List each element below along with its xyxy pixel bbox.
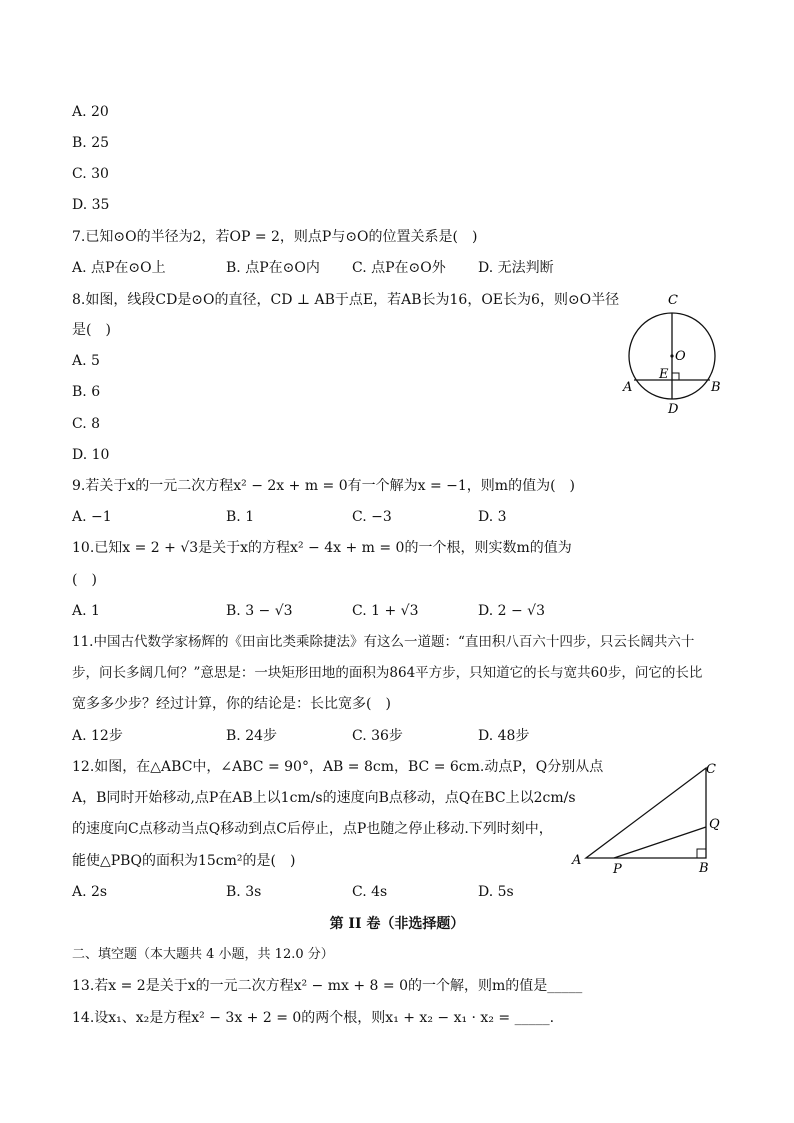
segment-pq (614, 827, 706, 858)
label-d: D (668, 402, 679, 417)
label-e: E (659, 367, 669, 382)
q9-stem: 9.若关于x的一元二次方程x² − 2x + m = 0有一个解为x = −1，则m的值为( ) (72, 478, 576, 494)
q7-option-b: B. 点P在⊙O内 (226, 260, 320, 276)
q7-option-d: D. 无法判断 (478, 260, 554, 276)
q12-option-a: A. 2s (72, 884, 108, 900)
label-a: A (572, 853, 582, 868)
q6-option-b: B. 25 (72, 135, 110, 151)
q6-option-c: C. 30 (72, 166, 109, 182)
q8-option-b: B. 6 (72, 384, 101, 400)
label-c: C (668, 293, 678, 308)
q7-option-a: A. 点P在⊙O上 (72, 260, 166, 276)
q11-stem-line1: 11.中国古代数学家杨辉的《田亩比类乘除捷法》有这么一道题：“直田积八百六十四步，只云长阔共六十 (72, 634, 695, 650)
q12-option-d: D. 5s (478, 884, 514, 900)
section2-heading: 二、填空题（本大题共 4 小题，共 12.0 分） (72, 947, 334, 962)
q11-option-c: C. 36步 (352, 728, 403, 744)
q8-stem-line2: 是( ) (72, 322, 111, 338)
q11-option-d: D. 48步 (478, 728, 530, 744)
q10-option-d: D. 2 − √3 (478, 603, 545, 619)
q6-option-d: D. 35 (72, 197, 110, 213)
q12-option-b: B. 3s (226, 884, 262, 900)
q10-option-c: C. 1 + √3 (352, 603, 419, 619)
q12-triangle-figure (568, 756, 728, 878)
q10-option-a: A. 1 (72, 603, 100, 619)
q7-stem: 7.已知⊙O的半径为2，若OP = 2，则点P与⊙O的位置关系是( ) (72, 229, 478, 245)
label-b: B (699, 861, 709, 876)
label-q: Q (709, 817, 720, 832)
q9-option-d: D. 3 (478, 509, 507, 525)
q8-option-a: A. 5 (72, 353, 100, 369)
q8-option-c: C. 8 (72, 416, 101, 432)
right-angle-mark (672, 373, 679, 380)
q13-stem: 13.若x = 2是关于x的一元二次方程x² − mx + 8 = 0的一个解，则m的值是_____ (72, 978, 583, 994)
q12-option-c: C. 4s (352, 884, 388, 900)
q10-option-b: B. 3 − √3 (226, 603, 293, 619)
q8-stem-line1: 8.如图，线段CD是⊙O的直径，CD ⊥ AB于点E，若AB长为16，OE长为6，则⊙O半径 (72, 292, 620, 308)
label-p: P (613, 862, 622, 877)
q8-circle-figure (612, 286, 730, 418)
center-point (670, 354, 673, 357)
q9-option-c: C. −3 (352, 509, 392, 525)
q7-option-c: C. 点P在⊙O外 (352, 260, 446, 276)
q6-option-a: A. 20 (72, 104, 109, 120)
q14-stem: 14.设x₁、x₂是方程x² − 3x + 2 = 0的两个根，则x₁ + x₂ − x₁ · x₂ = _____. (72, 1010, 555, 1026)
q11-stem-line3: 宽多多少步？经过计算，你的结论是：长比宽多( ) (72, 696, 391, 712)
q8-option-d: D. 10 (72, 447, 110, 463)
part2-title: 第 II 卷（非选择题） (329, 916, 465, 932)
q9-option-b: B. 1 (226, 509, 255, 525)
label-b: B (711, 380, 721, 395)
triangle-abc (586, 768, 706, 858)
q11-option-b: B. 24步 (226, 728, 278, 744)
q12-stem-line4: 能使△PBQ的面积为15cm²的是( ) (72, 853, 296, 869)
right-angle-mark-b (697, 849, 706, 858)
q12-stem-line3: 的速度向C点移动当点Q移动到点C后停止，点P也随之停止移动.下列时刻中， (72, 821, 553, 837)
q11-stem-line2: 步，问长多阔几何？”意思是：一块矩形田地的面积为864平方步，只知道它的长与宽共60步，问它的长比 (72, 665, 703, 681)
q9-option-a: A. −1 (72, 509, 112, 525)
q10-stem-line1: 10.已知x = 2 + √3是关于x的方程x² − 4x + m = 0的一个根，则实数m的值为 (72, 540, 572, 556)
label-c: C (706, 762, 716, 777)
label-o: O (675, 349, 686, 364)
q12-stem-line1: 12.如图，在△ABC中，∠ABC = 90°，AB = 8cm，BC = 6cm.动点P，Q分别从点 (72, 759, 604, 775)
label-a: A (623, 380, 633, 395)
q10-stem-line2: ( ) (72, 572, 97, 588)
q12-stem-line2: A，B同时开始移动,点P在AB上以1cm/s的速度向B点移动，点Q在BC上以2cm/s (72, 790, 576, 806)
q11-option-a: A. 12步 (72, 728, 123, 744)
